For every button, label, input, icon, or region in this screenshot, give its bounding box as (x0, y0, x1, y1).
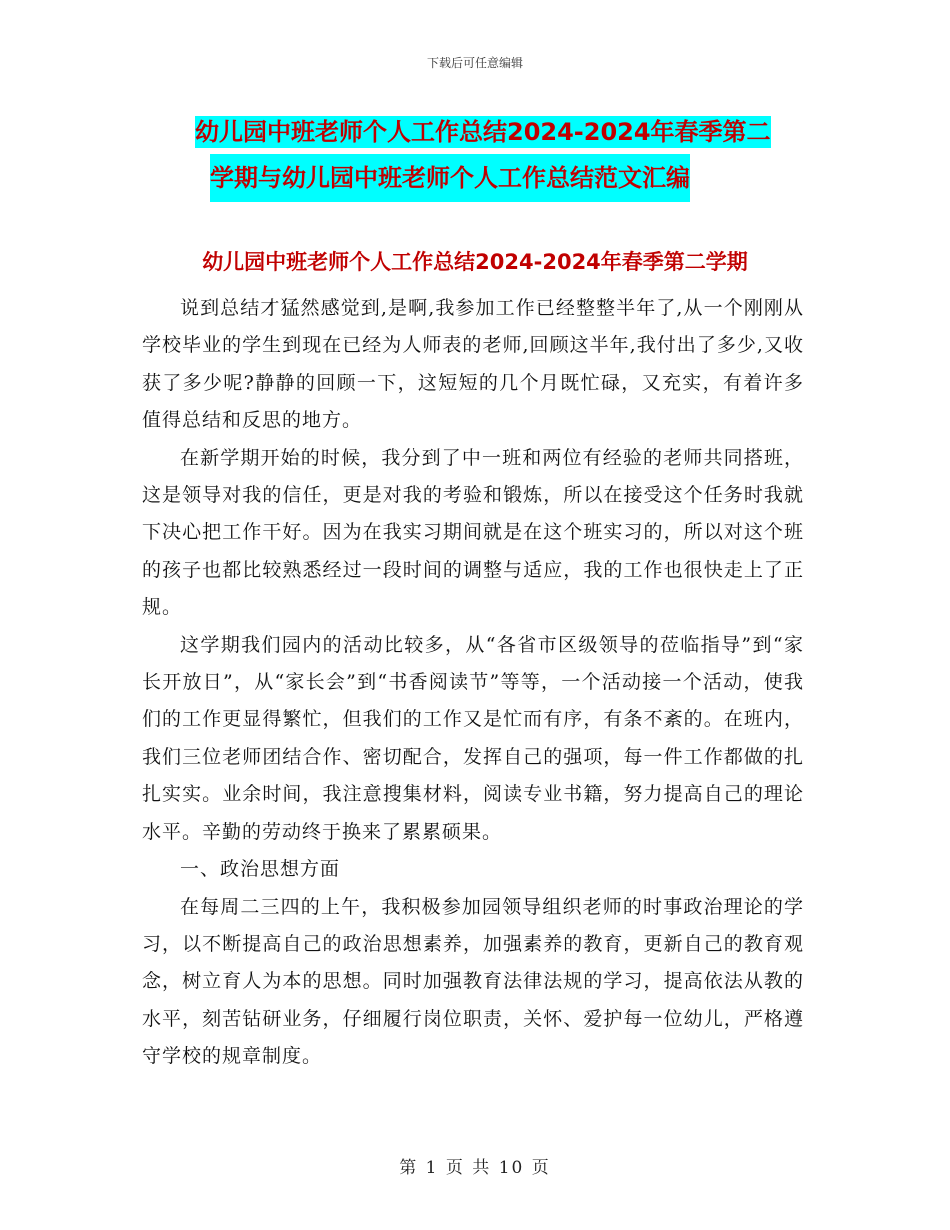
section-title: 幼儿园中班老师个人工作总结2024-2024年春季第二学期 (202, 250, 748, 274)
document-title-line-1: 幼儿园中班老师个人工作总结2024-2024年春季第二 (195, 118, 771, 146)
subheading-political-thought: 一、政治思想方面 (180, 858, 341, 881)
header-note: 下载后可任意编辑 (426, 56, 523, 70)
paragraph-intro: 说到总结才猛然感觉到,是啊,我参加工作已经整整半年了,从一个刚刚从学校毕业的学生到现在已经为人师表的老师,回顾这半年,我付出了多少,又收获了多少呢?静静的回顾一下，这短短的几个月既忙碌，又充实，有着许多值得总结和反思的地方。 (142, 297, 804, 432)
paragraph-activities: 这学期我们园内的活动比较多，从“各省市区级领导的莅临指导”到“家长开放日”，从“家长会”到“书香阅读节”等等，一个活动接一个活动，使我们的工作更显得繁忙，但我们的工作又是忙而有序，有条不紊的。在班内，我们三位老师团结合作、密切配合，发挥自己的强项，每一件工作都做的扎扎实实。业余时间，我注意搜集材料，阅读专业书籍，努力提高自己的理论水平。辛勤的劳动终于换来了累累硕果。 (142, 633, 804, 843)
body-text (142, 290, 804, 1076)
paragraph-new-semester: 在新学期开始的时候，我分到了中一班和两位有经验的老师共同搭班，这是领导对我的信任，更是对我的考验和锻炼，所以在接受这个任务时我就下决心把工作干好。因为在我实习期间就是在这个班实习的，所以对这个班的孩子也都比较熟悉经过一段时间的调整与适应，我的工作也很快走上了正规。 (142, 446, 804, 619)
document-title (195, 110, 815, 202)
page-number-footer: 第 1 页 共 10 页 (399, 1158, 551, 1178)
document-title-line-2: 学期与幼儿园中班老师个人工作总结范文汇编 (210, 154, 690, 202)
paragraph-political-study: 在每周二三四的上午，我积极参加园领导组织老师的时事政治理论的学习，以不断提高自己的政治思想素养，加强素养的教育，更新自己的教育观念，树立育人为本的思想。同时加强教育法律法规的学习，提高依法从教的水平，刻苦钻研业务，仔细履行岗位职责，关怀、爱护每一位幼儿，严格遵守学校的规章制度。 (142, 895, 804, 1068)
